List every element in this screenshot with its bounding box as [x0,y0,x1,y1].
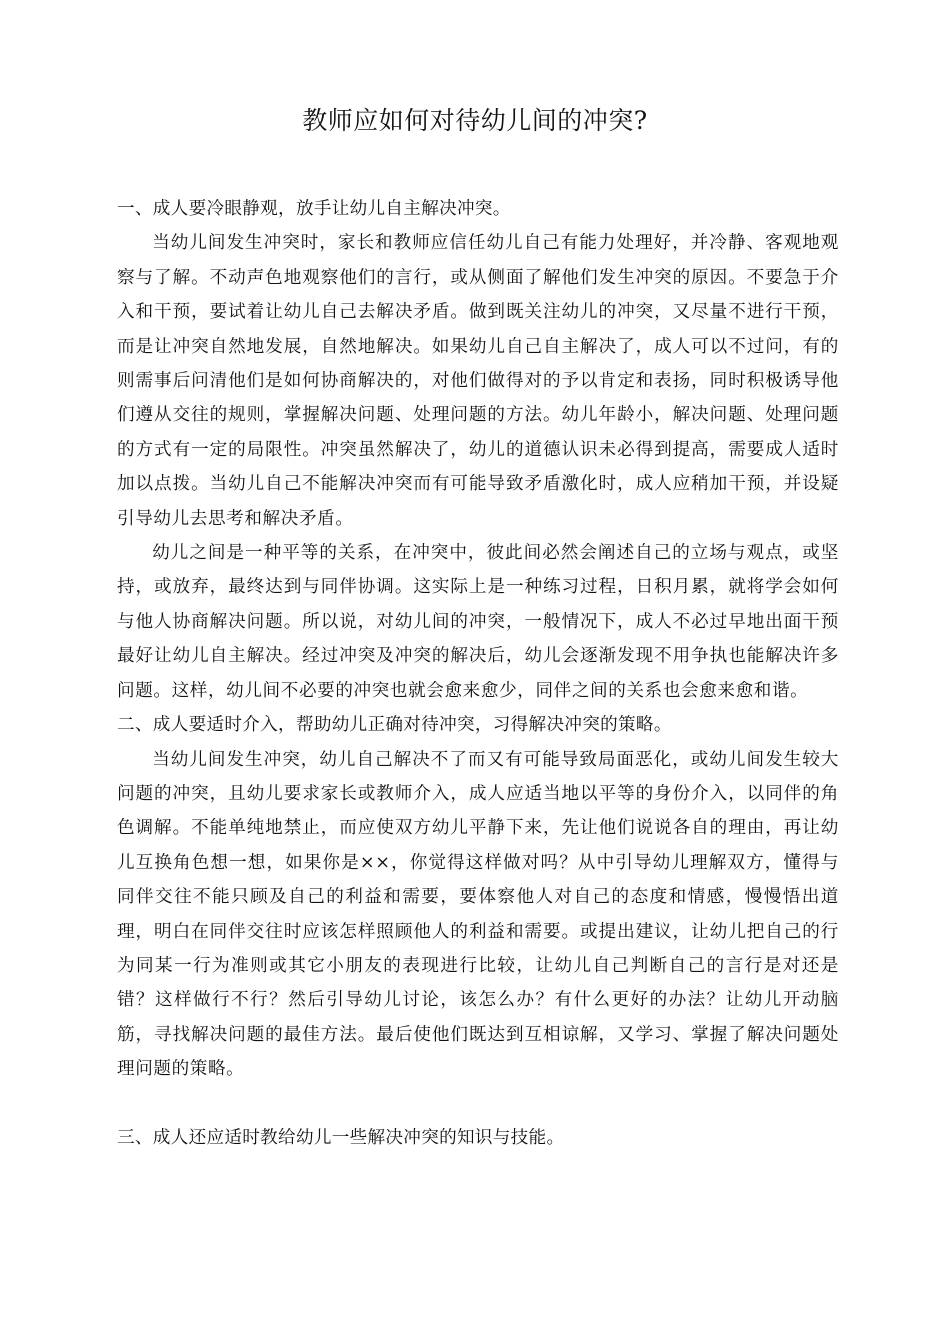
page-title: 教师应如何对待幼儿间的冲突? [302,106,648,135]
section-heading-3: 三、成人还应适时教给幼儿一些解决冲突的知识与技能。 [117,1127,565,1148]
paragraph: 幼儿之间是一种平等的关系，在冲突中，彼此间必然会阐述自己的立场与观点，或坚持，或放弃，最终达到与同伴协调。这实际上是一种练习过程，日积月累，就将学会如何与他人协商解决问题。所以说，对幼儿间的冲突，一般情况下，成人不必过早地出面干预最好让幼儿自主解决。经过冲突及冲突的解决后，幼儿会逐渐发现不用争执也能解决许多问题。这样，幼儿间不必要的冲突也就会愈来愈少，同伴之间的关系也会愈来愈和谐。 [117,543,839,701]
section-heading-1: 一、成人要冷眼静观，放手让幼儿自主解决冲突。 [117,199,511,219]
document-body [117,192,839,1155]
paragraph: 当幼儿间发生冲突时，家长和教师应信任幼儿自己有能力处理好，并冷静、客观地观察与了解。不动声色地观察他们的言行，或从侧面了解他们发生冲突的原因。不要急于介入和干预，要试着让幼儿自己去解决矛盾。做到既关注幼儿的冲突，又尽量不进行干预，而是让冲突自然地发展，自然地解决。如果幼儿自己自主解决了，成人可以不过问，有的则需事后问清他们是如何协商解决的，对他们做得对的予以肯定和表扬，同时积极诱导他们遵从交往的规则，掌握解决问题、处理问题的方法。幼儿年龄小，解决问题、处理问题的方式有一定的局限性。冲突虽然解决了，幼儿的道德认识未必得到提高，需要成人适时加以点拨。当幼儿自己不能解决冲突而有可能导致矛盾激化时，成人应稍加干预，并设疑引导幼儿去思考和解决矛盾。 [117,233,839,529]
section-heading-2: 二、成人要适时介入，帮助幼儿正确对待冲突，习得解决冲突的策略。 [117,715,672,736]
paragraph: 当幼儿间发生冲突，幼儿自己解决不了而又有可能导致局面恶化，或幼儿间发生较大问题的冲突，且幼儿要求家长或教师介入，成人应适当地以平等的身份介入，以同伴的角色调解。不能单纯地禁止，而应使双方幼儿平静下来，先让他们说说各自的理由，再让幼儿互换角色想一想，如果你是××，你觉得这样做对吗？从中引导幼儿理解双方，懂得与同伴交往不能只顾及自己的利益和需要，要体察他人对自己的态度和情感，慢慢悟出道理，明白在同伴交往时应该怎样照顾他人的利益和需要。或提出建议，让幼儿把自己的行为同某一行为准则或其它小朋友的表现进行比较，让幼儿自己判断自己的言行是对还是错？这样做行不行？然后引导幼儿讨论，该怎么办？有什么更好的办法？让幼儿开动脑筋，寻找解决问题的最佳方法。最后使他们既达到互相谅解，又学习、掌握了解决问题处理问题的策略。 [117,749,839,1080]
blank-line [117,1087,839,1121]
